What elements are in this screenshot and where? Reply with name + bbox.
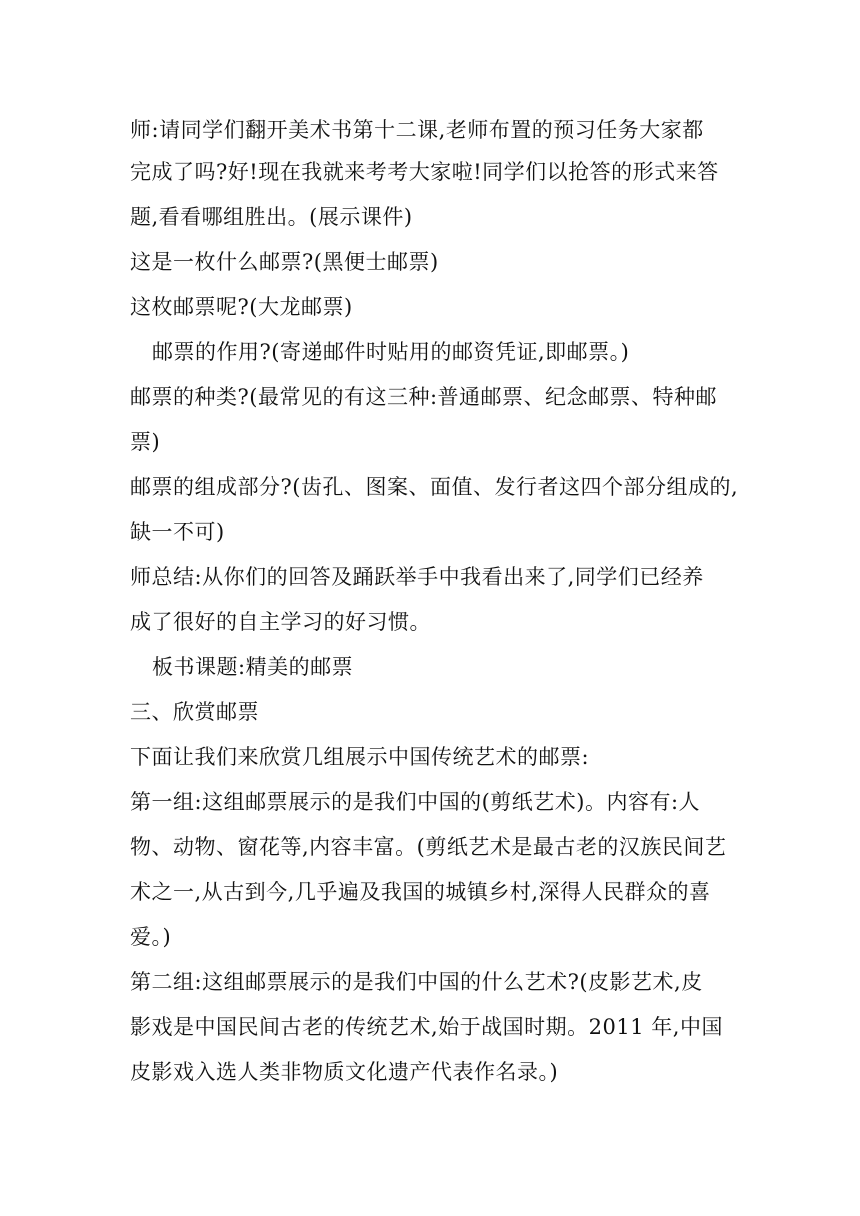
text-line: 师:请同学们翻开美术书第十二课,老师布置的预习任务大家都 (130, 118, 704, 142)
text-line: 邮票的种类?(最常见的有这三种:普通邮票、纪念邮票、特种邮 (130, 385, 718, 409)
text-line: 这是一枚什么邮票?(黑便士邮票) (130, 250, 439, 274)
text-line: 皮影戏入选人类非物质文化遗产代表作名录。) (130, 1060, 559, 1084)
text-line: 题,看看哪组胜出。(展示课件) (130, 205, 413, 229)
text-line: 下面让我们来欣赏几组展示中国传统艺术的邮票: (130, 745, 590, 769)
text-line: 票) (130, 430, 161, 454)
text-line: 第二组:这组邮票展示的是我们中国的什么艺术?(皮影艺术,皮 (130, 970, 703, 994)
text-line: 邮票的作用?(寄递邮件时贴用的邮资凭证,即邮票。) (152, 340, 630, 364)
text-line: 爱。) (130, 925, 172, 949)
text-line: 物、动物、窗花等,内容丰富。(剪纸艺术是最古老的汉族民间艺 (130, 835, 727, 859)
text-line: 影戏是中国民间古老的传统艺术,始于战国时期。2011 年,中国 (130, 1015, 723, 1039)
text-line: 完成了吗?好!现在我就来考考大家啦!同学们以抢答的形式来答 (130, 160, 719, 184)
text-line: 术之一,从古到今,几乎遍及我国的城镇乡村,深得人民群众的喜 (130, 880, 711, 904)
text-line: 师总结:从你们的回答及踊跃举手中我看出来了,同学们已经养 (130, 565, 704, 589)
text-line: 成了很好的自主学习的好习惯。 (130, 610, 431, 634)
text-line: 这枚邮票呢?(大龙邮票) (130, 295, 353, 319)
text-line: 第一组:这组邮票展示的是我们中国的(剪纸艺术)。内容有:人 (130, 790, 701, 814)
section-heading: 三、欣赏邮票 (130, 700, 259, 724)
text-line: 邮票的组成部分?(齿孔、图案、面值、发行者这四个部分组成的, (130, 475, 739, 499)
text-line: 板书课题:精美的邮票 (152, 655, 354, 679)
text-line: 缺一不可) (130, 520, 225, 544)
